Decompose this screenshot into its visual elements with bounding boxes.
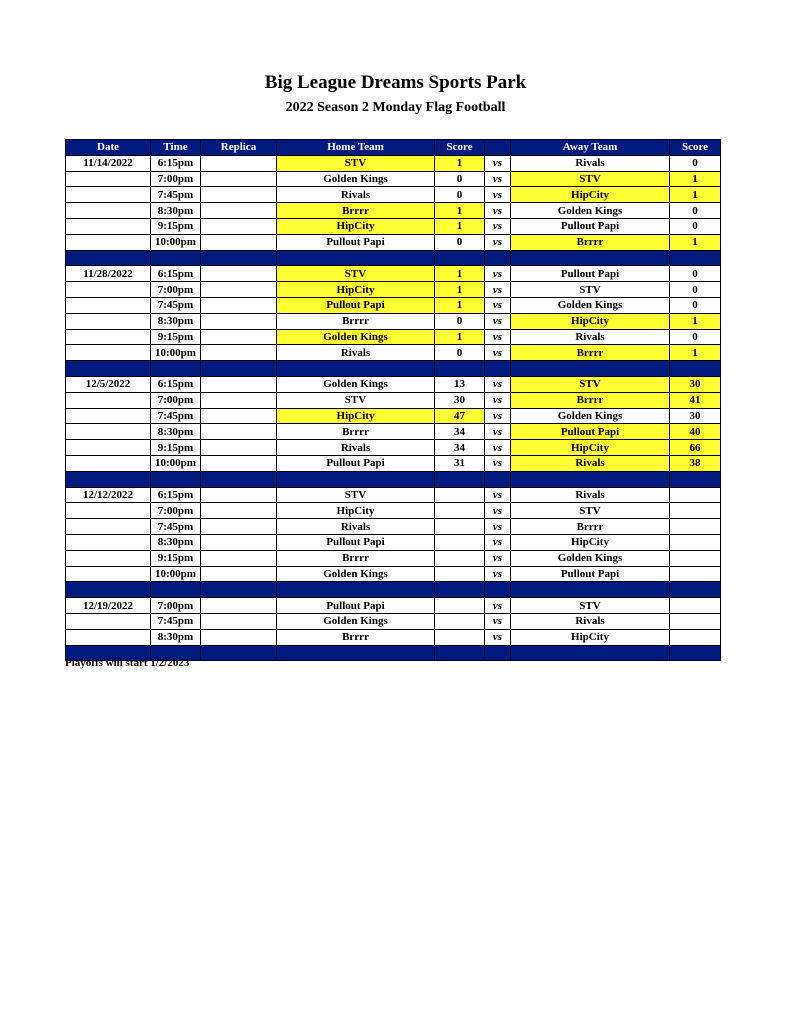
vs-label: vs xyxy=(485,282,511,298)
game-date xyxy=(66,440,151,456)
page-title: Big League Dreams Sports Park xyxy=(264,72,527,93)
vs-label: vs xyxy=(485,408,511,424)
home-score xyxy=(435,629,485,645)
game-replica xyxy=(201,155,277,171)
away-score: 1 xyxy=(670,234,721,250)
home-score: 1 xyxy=(435,155,485,171)
game-time: 7:45pm xyxy=(151,408,201,424)
game-time: 7:00pm xyxy=(151,598,201,614)
game-time: 10:00pm xyxy=(151,455,201,471)
home-team: Golden Kings xyxy=(277,376,435,392)
game-date xyxy=(66,297,151,313)
separator-cell xyxy=(485,645,511,661)
separator-cell xyxy=(201,250,277,266)
away-score: 1 xyxy=(670,187,721,203)
away-team: STV xyxy=(511,598,670,614)
header-date: Date xyxy=(66,140,151,156)
separator-cell xyxy=(66,250,151,266)
away-score: 0 xyxy=(670,329,721,345)
away-score: 30 xyxy=(670,376,721,392)
game-row xyxy=(66,313,721,329)
away-score: 30 xyxy=(670,408,721,424)
separator-cell xyxy=(435,250,485,266)
separator-cell xyxy=(485,582,511,598)
game-time: 7:00pm xyxy=(151,392,201,408)
away-team: Brrrr xyxy=(511,345,670,361)
game-replica xyxy=(201,187,277,203)
game-time: 9:15pm xyxy=(151,329,201,345)
separator-cell xyxy=(201,645,277,661)
game-row xyxy=(66,408,721,424)
home-score xyxy=(435,519,485,535)
game-replica xyxy=(201,266,277,282)
home-team: STV xyxy=(277,266,435,282)
game-replica xyxy=(201,392,277,408)
separator-cell xyxy=(511,582,670,598)
vs-label: vs xyxy=(485,550,511,566)
header-row xyxy=(66,140,721,156)
game-replica xyxy=(201,234,277,250)
home-team: STV xyxy=(277,487,435,503)
game-row xyxy=(66,392,721,408)
away-score: 66 xyxy=(670,440,721,456)
vs-label: vs xyxy=(485,455,511,471)
game-replica xyxy=(201,503,277,519)
header-away-team: Away Team xyxy=(511,140,670,156)
separator-cell xyxy=(201,471,277,487)
home-team: HipCity xyxy=(277,503,435,519)
separator-cell xyxy=(277,361,435,377)
home-score xyxy=(435,613,485,629)
game-date: 12/19/2022 xyxy=(66,598,151,614)
separator-cell xyxy=(435,582,485,598)
separator-cell xyxy=(66,471,151,487)
game-date xyxy=(66,187,151,203)
home-score: 13 xyxy=(435,376,485,392)
game-time: 8:30pm xyxy=(151,424,201,440)
home-team: Golden Kings xyxy=(277,613,435,629)
game-replica xyxy=(201,487,277,503)
separator-cell xyxy=(151,250,201,266)
away-team: Pullout Papi xyxy=(511,424,670,440)
game-row xyxy=(66,203,721,219)
game-row xyxy=(66,629,721,645)
separator-cell xyxy=(66,361,151,377)
vs-label: vs xyxy=(485,376,511,392)
game-row xyxy=(66,503,721,519)
game-replica xyxy=(201,613,277,629)
game-replica xyxy=(201,455,277,471)
separator-cell xyxy=(277,471,435,487)
header-away-score: Score xyxy=(670,140,721,156)
game-row xyxy=(66,598,721,614)
game-replica xyxy=(201,598,277,614)
game-replica xyxy=(201,424,277,440)
away-score: 40 xyxy=(670,424,721,440)
game-date xyxy=(66,566,151,582)
separator-cell xyxy=(151,471,201,487)
vs-label: vs xyxy=(485,424,511,440)
away-score: 38 xyxy=(670,455,721,471)
game-date xyxy=(66,550,151,566)
vs-label: vs xyxy=(485,519,511,535)
game-time: 6:15pm xyxy=(151,155,201,171)
separator-cell xyxy=(511,361,670,377)
game-replica xyxy=(201,329,277,345)
home-score: 47 xyxy=(435,408,485,424)
away-team: Rivals xyxy=(511,613,670,629)
game-replica xyxy=(201,534,277,550)
game-time: 8:30pm xyxy=(151,534,201,550)
away-score: 0 xyxy=(670,282,721,298)
away-score: 0 xyxy=(670,218,721,234)
home-score xyxy=(435,534,485,550)
away-team: Brrrr xyxy=(511,234,670,250)
home-score: 0 xyxy=(435,345,485,361)
separator-cell xyxy=(670,250,721,266)
vs-label: vs xyxy=(485,392,511,408)
separator-cell xyxy=(277,582,435,598)
game-time: 9:15pm xyxy=(151,218,201,234)
away-team: Rivals xyxy=(511,455,670,471)
game-replica xyxy=(201,629,277,645)
home-team: HipCity xyxy=(277,282,435,298)
week-separator xyxy=(66,361,721,377)
vs-label: vs xyxy=(485,329,511,345)
separator-cell xyxy=(485,361,511,377)
game-date xyxy=(66,519,151,535)
game-replica xyxy=(201,171,277,187)
game-replica xyxy=(201,297,277,313)
separator-cell xyxy=(151,361,201,377)
game-date xyxy=(66,424,151,440)
game-date: 11/28/2022 xyxy=(66,266,151,282)
separator-cell xyxy=(670,645,721,661)
away-team: Pullout Papi xyxy=(511,566,670,582)
away-team: Rivals xyxy=(511,155,670,171)
game-time: 7:45pm xyxy=(151,519,201,535)
home-score: 0 xyxy=(435,313,485,329)
away-team: Pullout Papi xyxy=(511,266,670,282)
home-team: HipCity xyxy=(277,218,435,234)
separator-cell xyxy=(201,582,277,598)
game-time: 6:15pm xyxy=(151,266,201,282)
vs-label: vs xyxy=(485,266,511,282)
week-separator xyxy=(66,471,721,487)
home-score: 1 xyxy=(435,266,485,282)
away-team: Golden Kings xyxy=(511,408,670,424)
separator-cell xyxy=(277,250,435,266)
vs-label: vs xyxy=(485,297,511,313)
home-team: Brrrr xyxy=(277,203,435,219)
home-score: 30 xyxy=(435,392,485,408)
away-score: 0 xyxy=(670,266,721,282)
game-row xyxy=(66,187,721,203)
game-row xyxy=(66,297,721,313)
header-replica: Replica xyxy=(201,140,277,156)
away-score: 0 xyxy=(670,155,721,171)
game-replica xyxy=(201,218,277,234)
vs-label: vs xyxy=(485,171,511,187)
week-separator xyxy=(66,250,721,266)
game-row xyxy=(66,550,721,566)
away-team: STV xyxy=(511,503,670,519)
away-team: Pullout Papi xyxy=(511,218,670,234)
home-team: Pullout Papi xyxy=(277,234,435,250)
week-separator xyxy=(66,582,721,598)
game-time: 8:30pm xyxy=(151,313,201,329)
page-subtitle: 2022 Season 2 Monday Flag Football xyxy=(285,100,506,115)
game-row xyxy=(66,424,721,440)
game-replica xyxy=(201,408,277,424)
game-date xyxy=(66,234,151,250)
vs-label: vs xyxy=(485,487,511,503)
game-time: 7:00pm xyxy=(151,171,201,187)
vs-label: vs xyxy=(485,155,511,171)
away-team: Rivals xyxy=(511,487,670,503)
game-row xyxy=(66,487,721,503)
home-team: Rivals xyxy=(277,345,435,361)
game-row xyxy=(66,613,721,629)
away-team: Rivals xyxy=(511,329,670,345)
home-team: STV xyxy=(277,155,435,171)
home-score: 0 xyxy=(435,187,485,203)
separator-cell xyxy=(435,645,485,661)
game-row xyxy=(66,155,721,171)
game-row xyxy=(66,234,721,250)
home-team: Golden Kings xyxy=(277,566,435,582)
vs-label: vs xyxy=(485,598,511,614)
away-team: STV xyxy=(511,376,670,392)
away-score xyxy=(670,534,721,550)
game-time: 9:15pm xyxy=(151,440,201,456)
home-score: 0 xyxy=(435,234,485,250)
game-date xyxy=(66,345,151,361)
game-replica xyxy=(201,282,277,298)
away-team: STV xyxy=(511,282,670,298)
vs-label: vs xyxy=(485,218,511,234)
away-score xyxy=(670,613,721,629)
game-row xyxy=(66,329,721,345)
away-team: HipCity xyxy=(511,313,670,329)
game-time: 7:45pm xyxy=(151,187,201,203)
game-date xyxy=(66,203,151,219)
game-date xyxy=(66,313,151,329)
vs-label: vs xyxy=(485,187,511,203)
game-replica xyxy=(201,376,277,392)
separator-cell xyxy=(511,250,670,266)
home-score: 34 xyxy=(435,440,485,456)
vs-label: vs xyxy=(485,566,511,582)
away-team: Golden Kings xyxy=(511,203,670,219)
away-score: 41 xyxy=(670,392,721,408)
away-score: 1 xyxy=(670,171,721,187)
vs-label: vs xyxy=(485,234,511,250)
away-team: Golden Kings xyxy=(511,550,670,566)
game-replica xyxy=(201,345,277,361)
away-score: 0 xyxy=(670,297,721,313)
away-score xyxy=(670,487,721,503)
separator-cell xyxy=(151,582,201,598)
game-replica xyxy=(201,566,277,582)
home-score: 1 xyxy=(435,218,485,234)
separator-cell xyxy=(277,645,435,661)
away-team: Brrrr xyxy=(511,392,670,408)
away-team: HipCity xyxy=(511,187,670,203)
home-score: 1 xyxy=(435,329,485,345)
game-date xyxy=(66,408,151,424)
separator-cell xyxy=(670,582,721,598)
away-team: Golden Kings xyxy=(511,297,670,313)
game-replica xyxy=(201,440,277,456)
away-team: HipCity xyxy=(511,629,670,645)
game-replica xyxy=(201,519,277,535)
away-score xyxy=(670,566,721,582)
away-score: 1 xyxy=(670,345,721,361)
home-team: HipCity xyxy=(277,408,435,424)
home-team: Pullout Papi xyxy=(277,297,435,313)
game-time: 7:00pm xyxy=(151,503,201,519)
away-team: STV xyxy=(511,171,670,187)
home-team: Brrrr xyxy=(277,313,435,329)
vs-label: vs xyxy=(485,613,511,629)
home-score xyxy=(435,566,485,582)
game-row xyxy=(66,566,721,582)
game-time: 7:45pm xyxy=(151,297,201,313)
separator-cell xyxy=(670,361,721,377)
home-score: 34 xyxy=(435,424,485,440)
game-replica xyxy=(201,313,277,329)
separator-cell xyxy=(201,361,277,377)
game-row xyxy=(66,345,721,361)
home-team: Rivals xyxy=(277,440,435,456)
game-row xyxy=(66,282,721,298)
game-time: 10:00pm xyxy=(151,234,201,250)
separator-cell xyxy=(670,471,721,487)
game-time: 8:30pm xyxy=(151,203,201,219)
game-date xyxy=(66,455,151,471)
playoffs-note: Playoffs will start 1/2/2023 xyxy=(65,657,190,669)
game-row xyxy=(66,519,721,535)
home-team: Golden Kings xyxy=(277,329,435,345)
home-score xyxy=(435,503,485,519)
game-date xyxy=(66,282,151,298)
game-date: 11/14/2022 xyxy=(66,155,151,171)
home-team: Pullout Papi xyxy=(277,598,435,614)
separator-cell xyxy=(485,250,511,266)
vs-label: vs xyxy=(485,345,511,361)
away-score xyxy=(670,550,721,566)
game-date xyxy=(66,329,151,345)
vs-label: vs xyxy=(485,503,511,519)
home-score: 1 xyxy=(435,297,485,313)
home-team: STV xyxy=(277,392,435,408)
header-home-team: Home Team xyxy=(277,140,435,156)
game-replica xyxy=(201,203,277,219)
game-time: 7:00pm xyxy=(151,282,201,298)
game-replica xyxy=(201,550,277,566)
header-time: Time xyxy=(151,140,201,156)
away-score: 1 xyxy=(670,313,721,329)
separator-cell xyxy=(511,645,670,661)
game-time: 8:30pm xyxy=(151,629,201,645)
separator-cell xyxy=(511,471,670,487)
game-row xyxy=(66,534,721,550)
separator-cell xyxy=(66,582,151,598)
home-team: Rivals xyxy=(277,187,435,203)
header-vs xyxy=(485,140,511,156)
home-team: Brrrr xyxy=(277,550,435,566)
separator-cell xyxy=(435,361,485,377)
home-score: 1 xyxy=(435,282,485,298)
game-date xyxy=(66,392,151,408)
away-score xyxy=(670,503,721,519)
home-team: Brrrr xyxy=(277,629,435,645)
game-date xyxy=(66,218,151,234)
home-score: 0 xyxy=(435,171,485,187)
home-score: 31 xyxy=(435,455,485,471)
game-date: 12/12/2022 xyxy=(66,487,151,503)
schedule-table xyxy=(65,139,721,661)
game-date xyxy=(66,629,151,645)
vs-label: vs xyxy=(485,534,511,550)
away-team: HipCity xyxy=(511,534,670,550)
separator-cell xyxy=(485,471,511,487)
game-time: 9:15pm xyxy=(151,550,201,566)
game-row xyxy=(66,266,721,282)
game-time: 10:00pm xyxy=(151,345,201,361)
game-date xyxy=(66,613,151,629)
vs-label: vs xyxy=(485,629,511,645)
game-row xyxy=(66,440,721,456)
away-score xyxy=(670,519,721,535)
game-row xyxy=(66,455,721,471)
game-date xyxy=(66,171,151,187)
home-team: Brrrr xyxy=(277,424,435,440)
schedule-body xyxy=(66,155,721,661)
separator-cell xyxy=(435,471,485,487)
home-team: Golden Kings xyxy=(277,171,435,187)
vs-label: vs xyxy=(485,440,511,456)
game-time: 7:45pm xyxy=(151,613,201,629)
home-team: Pullout Papi xyxy=(277,455,435,471)
game-row xyxy=(66,171,721,187)
game-time: 6:15pm xyxy=(151,376,201,392)
away-score xyxy=(670,629,721,645)
game-row xyxy=(66,376,721,392)
game-date: 12/5/2022 xyxy=(66,376,151,392)
home-score: 1 xyxy=(435,203,485,219)
vs-label: vs xyxy=(485,313,511,329)
game-time: 6:15pm xyxy=(151,487,201,503)
home-team: Rivals xyxy=(277,519,435,535)
vs-label: vs xyxy=(485,203,511,219)
away-team: Brrrr xyxy=(511,519,670,535)
away-score: 0 xyxy=(670,203,721,219)
game-row xyxy=(66,218,721,234)
home-team: Pullout Papi xyxy=(277,534,435,550)
away-team: HipCity xyxy=(511,440,670,456)
home-score xyxy=(435,487,485,503)
game-date xyxy=(66,503,151,519)
home-score xyxy=(435,598,485,614)
home-score xyxy=(435,550,485,566)
game-time: 10:00pm xyxy=(151,566,201,582)
away-score xyxy=(670,598,721,614)
game-date xyxy=(66,534,151,550)
header-home-score: Score xyxy=(435,140,485,156)
